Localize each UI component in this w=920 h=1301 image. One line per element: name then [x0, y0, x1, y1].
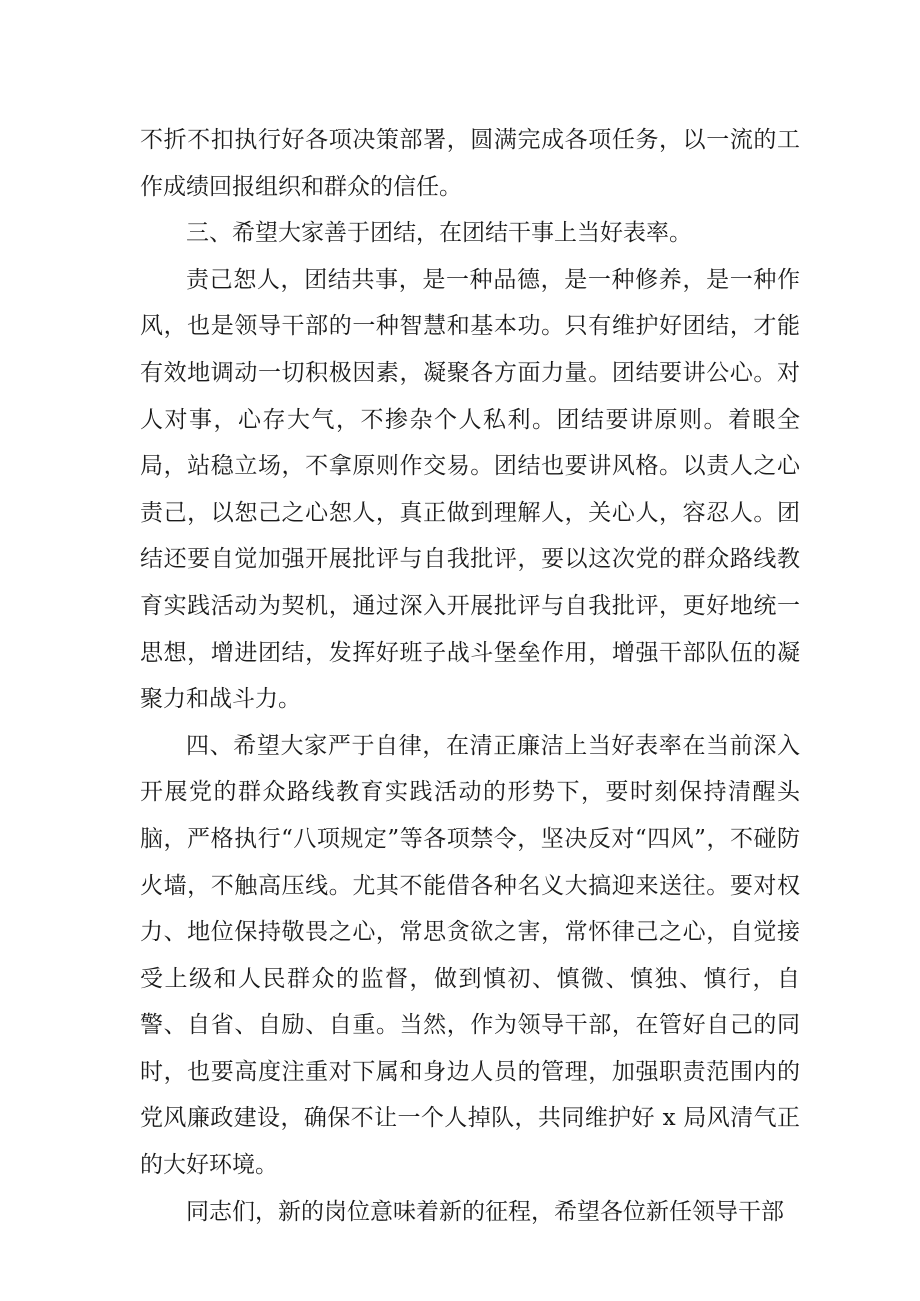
paragraph-continuation: 不折不扣执行好各项决策部署，圆满完成各项任务，以一流的工作成绩回报组织和群众的信任。 — [140, 127, 800, 200]
section-heading-three: 三、希望大家善于团结，在团结干事上当好表率。 — [186, 220, 692, 247]
section-heading-four: 四、希望大家严于自律，在清正廉洁上当好表率在当前深入开展党的群众路线教育实践活动的形势下，要时刻保持清醒头脑，严格执行“八项规定”等各项禁令，坚决反对“四风”，不碰防火墙，不触高压线。尤其不能借各种名义大搞迎来送往。要对权力、地位保持敬畏之心，常思贪欲之害，常怀律己之心，自觉接受上级和人民群众的监督，做到慎初、慎微、慎独、慎行，自警、自省、自励、自重。当然，作为领导干部，在管好自己的同时，也要高度注重对下属和身边人员的管理，加强职责范围内的党风廉政建设，确保不让一个人掉队，共同维护好 x 局风清气正的大好环境。 — [140, 732, 800, 1179]
paragraph-unity: 责己恕人，团结共事，是一种品德，是一种修养，是一种作风，也是领导干部的一种智慧和基本功。只有维护好团结，才能有效地调动一切积极因素，凝聚各方面力量。团结要讲公心。对人对事，心存大气，不掺杂个人私利。团结要讲原则。着眼全局，站稳立场，不拿原则作交易。团结也要讲风格。以责人之心责己，以恕己之心恕人，真正做到理解人，关心人，容忍人。团结还要自觉加强开展批评与自我批评，要以这次党的群众路线教育实践活动为契机，通过深入开展批评与自我批评，更好地统一思想，增进团结，发挥好班子战斗堡垒作用，增强干部队伍的凝聚力和战斗力。 — [140, 266, 800, 713]
paragraph-closing: 同志们，新的岗位意味着新的征程，希望各位新任领导干部 — [186, 1198, 784, 1225]
document-body — [140, 117, 800, 1235]
